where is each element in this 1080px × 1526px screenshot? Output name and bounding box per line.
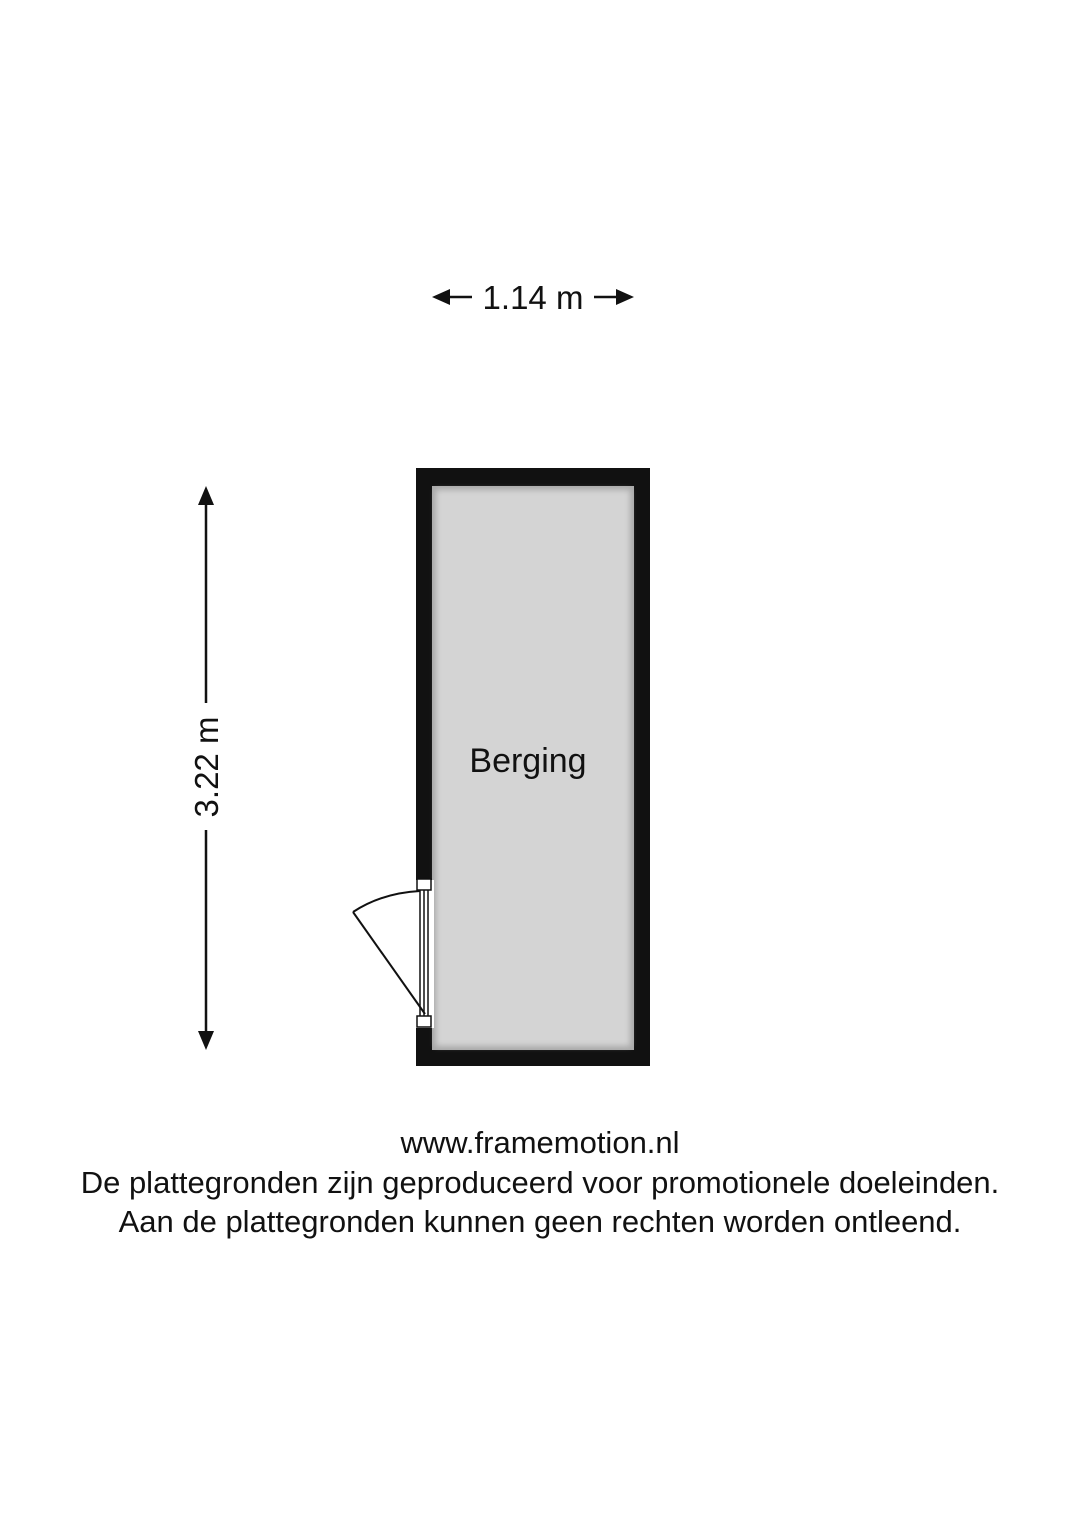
height-arrow-up-icon (198, 486, 214, 505)
room-label: Berging (469, 742, 587, 780)
disclaimer-line-1: De plattegronden zijn geproduceerd voor promotionele doeleinden. (80, 1165, 1000, 1200)
height-dimension (188, 486, 225, 1050)
door-swing-arc (353, 891, 420, 912)
door (353, 879, 434, 1028)
website-url[interactable]: www.framemotion.nl (400, 1125, 680, 1160)
width-arrow-right-icon (616, 289, 634, 305)
width-dimension (432, 279, 634, 316)
height-arrow-down-icon (198, 1031, 214, 1050)
room-berging (416, 468, 650, 1066)
width-arrow-left-icon (432, 289, 450, 305)
width-label: 1.14 m (482, 279, 584, 316)
door-jamb-top (417, 879, 431, 890)
height-label: 3.22 m (188, 716, 225, 818)
door-jamb-bottom (417, 1016, 431, 1027)
disclaimer-line-2: Aan de plattegronden kunnen geen rechten worden ontleend. (118, 1204, 962, 1239)
